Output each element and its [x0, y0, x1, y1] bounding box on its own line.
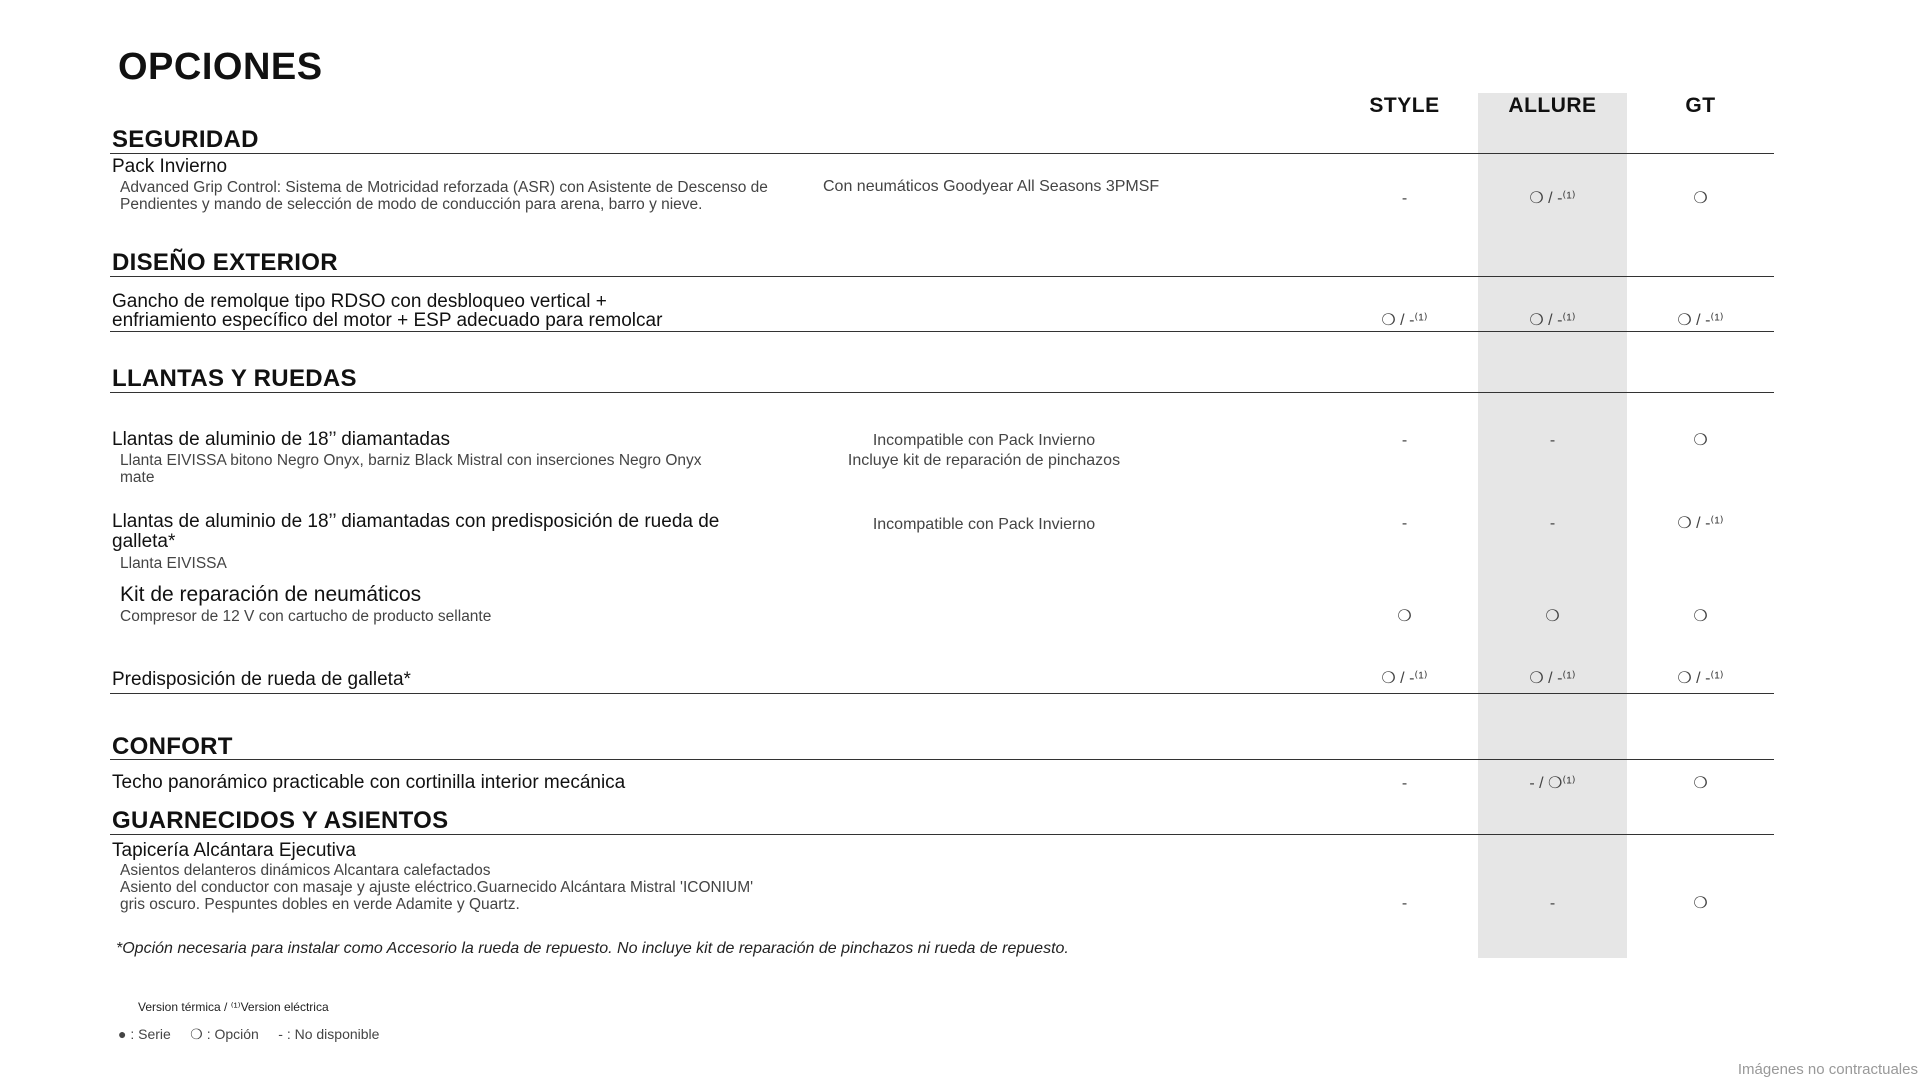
- cell-style-kit-reparacion: ❍: [1397, 608, 1412, 625]
- item-desc-llantas-18: Llanta EIVISSA bitono Negro Onyx, barniz Black Mistral con inserciones Negro Onyx mate: [120, 452, 702, 486]
- cell-style-rueda-galleta: ❍ / -⁽¹⁾: [1381, 670, 1428, 687]
- item-note-llantas-18-incompatible: Incompatible con Pack Invierno: [872, 432, 1096, 449]
- cell-allure-gancho: ❍ / -⁽¹⁾: [1529, 312, 1576, 329]
- item-desc-tapiceria-conductor: Asiento del conductor con masaje y ajuste eléctrico.Guarnecido Alcántara Mistral 'ICONIUM' gris oscuro. Pespuntes dobles en verde Adamite y Quartz.: [120, 879, 754, 913]
- cell-style-tapiceria: -: [1401, 895, 1408, 912]
- cell-style-pack-invierno: -: [1401, 190, 1408, 207]
- column-header-allure: ALLURE: [1508, 94, 1597, 117]
- cell-style-llantas-18: -: [1401, 432, 1408, 449]
- column-header-style: STYLE: [1369, 94, 1440, 117]
- item-desc-pack-invierno: Advanced Grip Control: Sistema de Motricidad reforzada (ASR) con Asistente de Descenso de Pendientes y mando de selección de modo de conducción para arena, barro y nieve.: [120, 179, 768, 213]
- item-title-llantas-18: Llantas de aluminio de 18’’ diamantadas: [112, 429, 451, 450]
- item-title-kit-reparacion: Kit de reparación de neumáticos: [120, 583, 422, 606]
- item-title-llantas-18-galleta: Llantas de aluminio de 18’’ diamantadas con predisposición de rueda de galleta*: [112, 511, 720, 552]
- item-desc-llantas-18-galleta: Llanta EIVISSA: [120, 555, 227, 572]
- item-title-pack-invierno: Pack Invierno: [112, 156, 228, 177]
- section-title-confort: CONFORT: [112, 733, 233, 760]
- row-divider: [110, 693, 1774, 694]
- item-title-gancho-line-1: Gancho de remolque tipo RDSO con desbloqueo vertical +: [112, 291, 607, 312]
- item-note-llantas-18-galleta: Incompatible con Pack Invierno: [872, 516, 1096, 533]
- item-title-tapiceria: Tapicería Alcántara Ejecutiva: [112, 840, 356, 861]
- legend-versions: Version térmica / ⁽¹⁾Version eléctrica: [138, 1000, 329, 1014]
- footnote: *Opción necesaria para instalar como Accesorio la rueda de repuesto. No incluye kit de reparación de pinchazos ni rueda de repuesto.: [116, 940, 1069, 957]
- section-title-seguridad: SEGURIDAD: [112, 126, 259, 153]
- cell-allure-pack-invierno: ❍ / -⁽¹⁾: [1529, 190, 1576, 207]
- cell-gt-llantas-18: ❍: [1693, 432, 1708, 449]
- cell-gt-tapiceria: ❍: [1693, 895, 1708, 912]
- cell-allure-kit-reparacion: ❍: [1545, 608, 1560, 625]
- section-divider: [110, 834, 1774, 835]
- cell-gt-rueda-galleta: ❍ / -⁽¹⁾: [1677, 670, 1724, 687]
- item-note-pack-invierno: Con neumáticos Goodyear All Seasons 3PMSF: [823, 178, 1160, 195]
- cell-allure-techo: - / ❍⁽¹⁾: [1529, 775, 1576, 792]
- cell-gt-pack-invierno: ❍: [1693, 190, 1708, 207]
- cell-style-gancho: ❍ / -⁽¹⁾: [1381, 312, 1428, 329]
- section-divider: [110, 153, 1774, 154]
- section-divider: [110, 276, 1774, 277]
- section-divider: [110, 759, 1774, 760]
- cell-style-llantas-18-galleta: -: [1401, 515, 1408, 532]
- item-title-gancho-line-2: enfriamiento específico del motor + ESP adecuado para remolcar: [112, 310, 663, 331]
- item-desc-kit-reparacion: Compresor de 12 V con cartucho de producto sellante: [120, 608, 492, 625]
- cell-allure-llantas-18: -: [1549, 432, 1556, 449]
- disclaimer: Imágenes no contractuales: [1737, 1061, 1918, 1078]
- section-title-diseno-exterior: DISEÑO EXTERIOR: [112, 249, 338, 276]
- cell-gt-techo: ❍: [1693, 775, 1708, 792]
- legend-symbols: ● : Serie ❍ : Opción - : No disponible: [118, 1026, 380, 1042]
- item-title-rueda-galleta: Predisposición de rueda de galleta*: [112, 669, 411, 690]
- section-title-llantas: LLANTAS Y RUEDAS: [112, 365, 357, 392]
- cell-allure-tapiceria: -: [1549, 895, 1556, 912]
- section-divider: [110, 392, 1774, 393]
- cell-gt-gancho: ❍ / -⁽¹⁾: [1677, 312, 1724, 329]
- cell-allure-rueda-galleta: ❍ / -⁽¹⁾: [1529, 670, 1576, 687]
- cell-style-techo: -: [1401, 775, 1408, 792]
- row-divider: [110, 331, 1774, 332]
- item-title-techo: Techo panorámico practicable con cortinilla interior mecánica: [112, 772, 626, 793]
- section-title-guarnecidos: GUARNECIDOS Y ASIENTOS: [112, 807, 449, 834]
- cell-gt-llantas-18-galleta: ❍ / -⁽¹⁾: [1677, 515, 1724, 532]
- item-desc-tapiceria-asientos: Asientos delanteros dinámicos Alcantara calefactados: [120, 862, 491, 879]
- page-title: OPCIONES: [118, 46, 323, 88]
- item-note-llantas-18-kit: Incluye kit de reparación de pinchazos: [847, 452, 1121, 469]
- cell-gt-kit-reparacion: ❍: [1693, 608, 1708, 625]
- column-header-gt: GT: [1685, 94, 1716, 117]
- cell-allure-llantas-18-galleta: -: [1549, 515, 1556, 532]
